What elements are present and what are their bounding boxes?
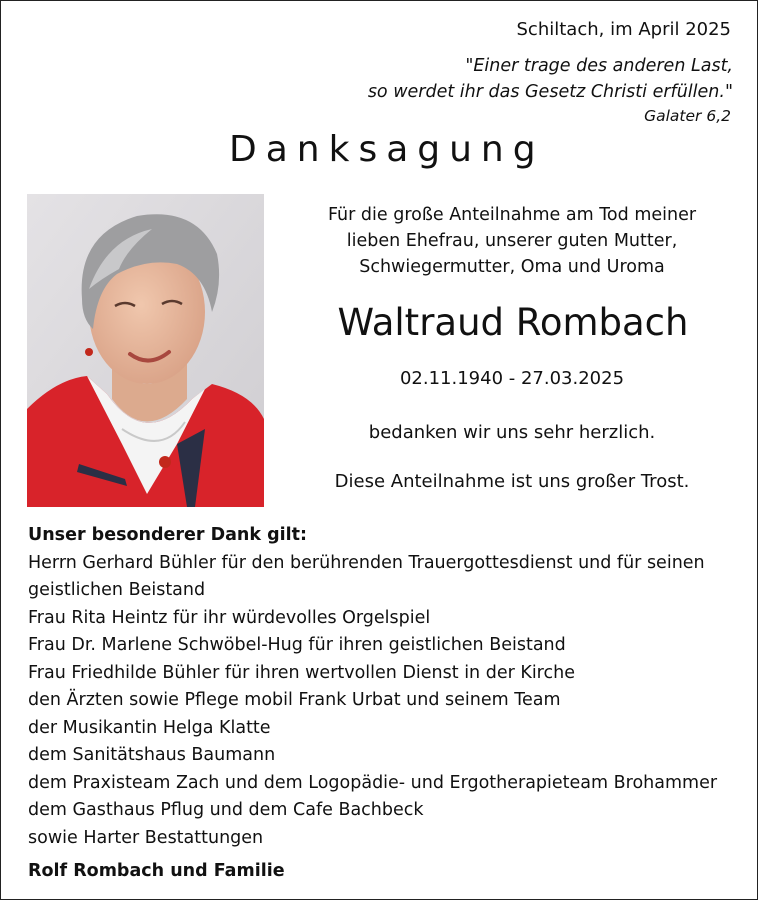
special-thanks	[28, 522, 717, 852]
page-title: Danksagung	[229, 129, 545, 170]
quote-line: "Einer trage des anderen Last,	[465, 56, 733, 76]
comfort-line: Diese Anteilnahme ist uns großer Trost.	[334, 471, 690, 492]
intro-text	[313, 202, 711, 280]
thanks-item: den Ärzten sowie Pflege mobil Frank Urbat und seinem Team	[28, 690, 561, 710]
intro-line: Schwiegermutter, Oma und Uroma	[359, 257, 665, 277]
thanks-item: der Musikantin Helga Klatte	[28, 717, 271, 738]
portrait-image	[27, 194, 264, 507]
thanks-item: Frau Friedhilde Bühler für ihren wertvollen Dienst in der Kirche	[28, 662, 575, 683]
thanks-item: Frau Rita Heintz für ihr würdevolles Orgelspiel	[28, 607, 431, 628]
intro-line: Für die große Anteilnahme am Tod meiner	[327, 205, 697, 225]
thanks-item: geistlichen Beistand	[28, 580, 206, 600]
thanks-line: bedanken wir uns sehr herzlich.	[368, 422, 656, 443]
bible-quote	[368, 53, 733, 105]
special-thanks-heading: Unser besonderer Dank gilt:	[28, 525, 308, 545]
portrait-photo	[27, 194, 264, 507]
thanks-item: sowie Harter Bestattungen	[28, 827, 264, 848]
thanks-item: dem Praxisteam Zach und dem Logopädie- und Ergotherapieteam Brohammer	[28, 772, 718, 793]
quote-line: so werdet ihr das Gesetz Christi erfüllen."	[367, 82, 733, 102]
thanks-item: dem Gasthaus Pflug und dem Cafe Bachbeck	[28, 800, 424, 820]
deceased-name: Waltraud Rombach	[337, 301, 689, 344]
quote-reference: Galater 6,2	[644, 107, 731, 125]
thanks-item: Frau Dr. Marlene Schwöbel-Hug für ihren geistlichen Beistand	[28, 635, 566, 655]
thanks-item: Herrn Gerhard Bühler für den berührenden Trauergottesdienst und für seinen	[28, 552, 705, 573]
intro-line: lieben Ehefrau, unserer guten Mutter,	[346, 231, 678, 251]
signature: Rolf Rombach und Familie	[28, 861, 285, 881]
thanks-item: dem Sanitätshaus Baumann	[28, 745, 276, 765]
place-date: Schiltach, im April 2025	[516, 19, 731, 40]
life-dates: 02.11.1940 - 27.03.2025	[399, 368, 625, 389]
